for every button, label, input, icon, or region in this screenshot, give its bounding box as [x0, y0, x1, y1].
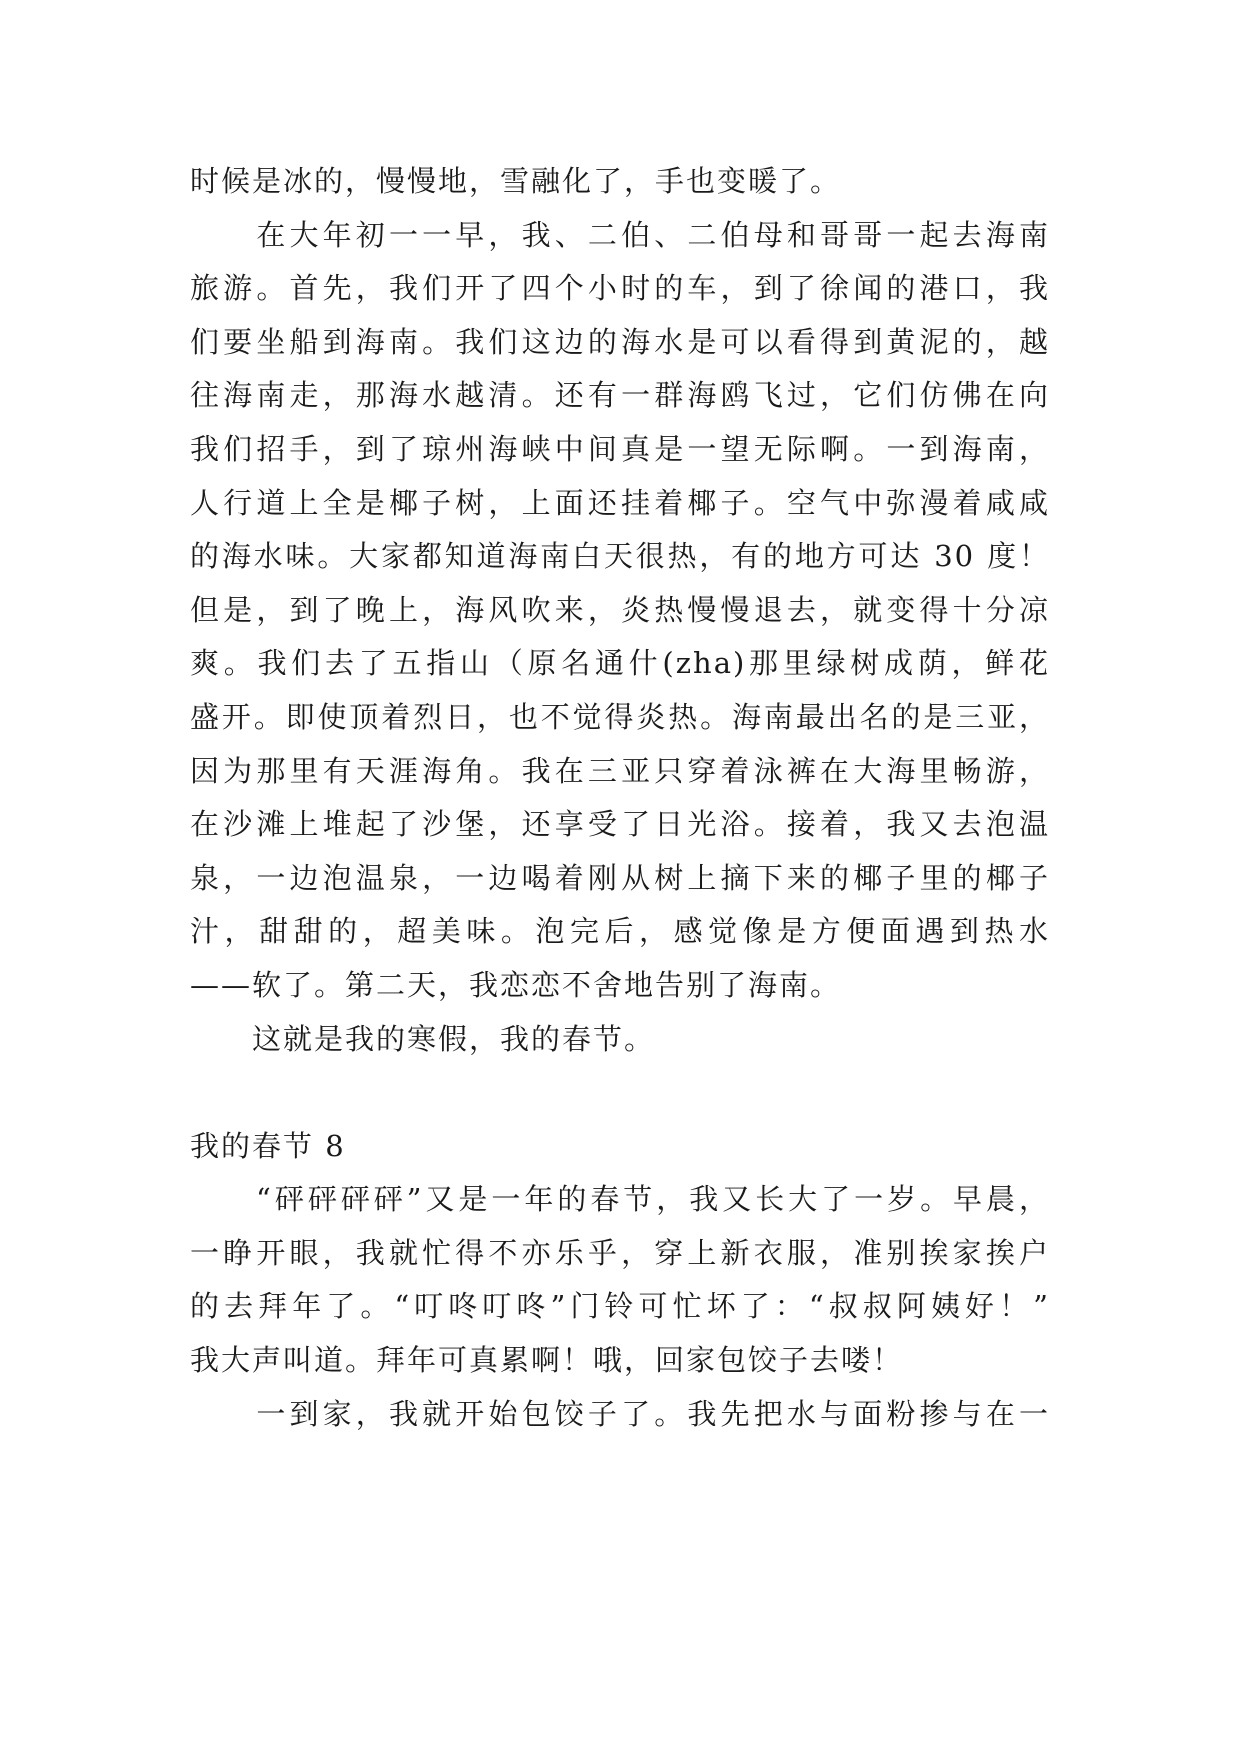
text-line: 人行道上全是椰子树，上面还挂着椰子。空气中弥漫着咸咸	[190, 485, 1050, 520]
paragraph-closing	[190, 1013, 1050, 1067]
text-line: 我们招手，到了琼州海峡中间真是一望无际啊。一到海南，	[190, 431, 1050, 466]
text-line: 爽。我们去了五指山（原名通什(zha)那里绿树成荫，鲜花	[190, 646, 1050, 681]
paragraph-continuation	[190, 155, 1050, 209]
paragraph-firecrackers	[190, 1173, 1050, 1387]
text-line: 泉，一边泡温泉，一边喝着刚从树上摘下来的椰子里的椰子	[190, 860, 1050, 895]
text-line: 在大年初一一早，我、二伯、二伯母和哥哥一起去海南	[190, 217, 1050, 252]
text-line: 的海水味。大家都知道海南白天很热，有的地方可达 30 度！	[190, 539, 1050, 574]
text-line: 盛开。即使顶着烈日，也不觉得炎热。海南最出名的是三亚，	[190, 699, 1050, 734]
text-line: 一睁开眼，我就忙得不亦乐乎，穿上新衣服，准别挨家挨户	[190, 1235, 1050, 1270]
text-line: 的去拜年了。“叮咚叮咚”门铃可忙坏了：“叔叔阿姨好！”	[190, 1289, 1050, 1324]
section-title: 我的春节 8	[190, 1128, 346, 1163]
text-line: 我大声叫道。拜年可真累啊！哦，回家包饺子去喽！	[190, 1343, 904, 1378]
text-line: 时候是冰的，慢慢地，雪融化了，手也变暖了。	[190, 164, 842, 198]
text-line: “砰砰砰砰”又是一年的春节，我又长大了一岁。早晨，	[190, 1182, 1050, 1217]
text-line: 但是，到了晚上，海风吹来，炎热慢慢退去，就变得十分凉	[190, 592, 1050, 627]
text-line: 们要坐船到海南。我们这边的海水是可以看得到黄泥的，越	[190, 324, 1050, 359]
paragraph-dumplings	[190, 1388, 1050, 1442]
text-line: 在沙滩上堆起了沙堡，还享受了日光浴。接着，我又去泡温	[190, 807, 1050, 842]
paragraph-hainan-trip	[190, 209, 1050, 1013]
text-line: ——软了。第二天，我恋恋不舍地告别了海南。	[190, 967, 842, 1002]
text-line: 汁，甜甜的，超美味。泡完后，感觉像是方便面遇到热水	[190, 914, 1050, 949]
section-spacer	[190, 1066, 1050, 1120]
text-line: 一到家，我就开始包饺子了。我先把水与面粉掺与在一	[190, 1396, 1050, 1431]
text-line: 因为那里有天涯海角。我在三亚只穿着泳裤在大海里畅游，	[190, 753, 1050, 788]
document-body	[190, 155, 1050, 1441]
text-line: 旅游。首先，我们开了四个小时的车，到了徐闻的港口，我	[190, 271, 1050, 306]
text-line: 往海南走，那海水越清。还有一群海鸥飞过，它们仿佛在向	[190, 378, 1050, 413]
text-line: 这就是我的寒假，我的春节。	[190, 1021, 656, 1056]
